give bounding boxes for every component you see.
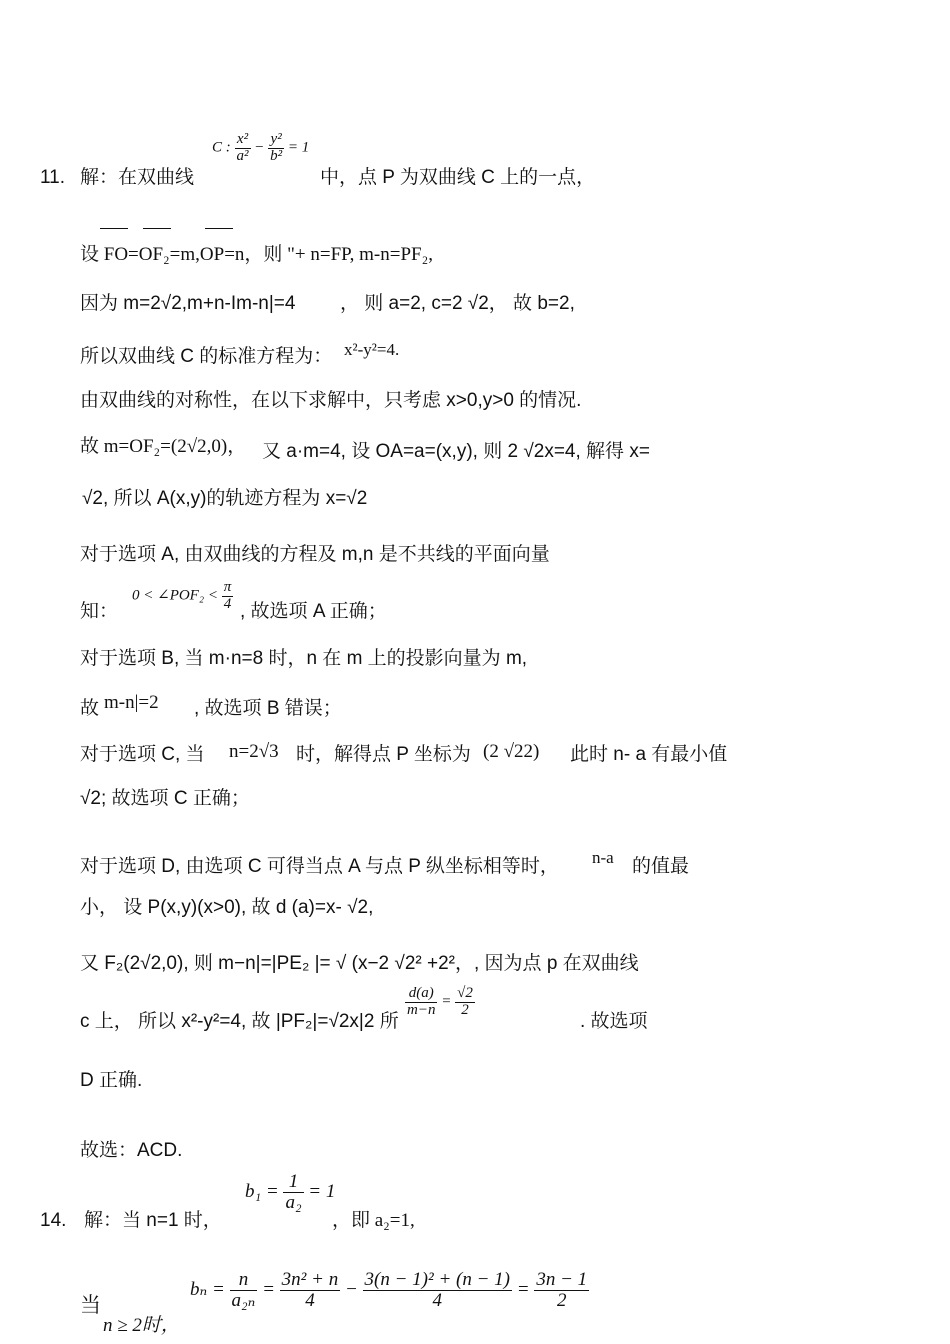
q11-point-p: (2 √22) <box>483 741 540 762</box>
q11-standard-equation: x²-y²=4. <box>344 340 400 359</box>
q14-line-1b: ，即 a₂=1, <box>332 1210 415 1231</box>
equals-sign: = <box>262 1278 275 1300</box>
q11-line-7: √2, 所以 A(x,y)的轨迹方程为 x=√2 <box>82 488 368 509</box>
frac-sum-n <box>280 1270 341 1311</box>
minus-sign: − <box>254 139 265 156</box>
q11-line-14c: 的值最 <box>632 856 690 877</box>
frac-num-root2: √2 <box>457 985 473 1001</box>
bn-formula <box>190 1270 589 1311</box>
q11-line-12e: 此时 n- a 有最小值 <box>570 744 728 765</box>
frac-result <box>534 1270 589 1311</box>
equals-one: = 1 <box>287 139 310 156</box>
angle-range: 0 < ∠POF₂ < <box>132 587 218 604</box>
b1-equation <box>245 1172 335 1213</box>
q11-line-8: 对于选项 A, 由双曲线的方程及 m,n 是不共线的平面向量 <box>80 544 550 565</box>
frac-num-y2: y² <box>268 132 284 149</box>
frac-d-over-mn <box>405 986 437 1019</box>
equals-sign: = <box>441 993 452 1010</box>
frac-den-a2: a₂ <box>285 1191 302 1213</box>
q11-line-18: D 正确. <box>80 1070 143 1091</box>
q11-line-17b: . 故选项 <box>580 1011 648 1032</box>
q11-line-6a: 故 m=OF₂=(2√2,0)， <box>80 436 247 457</box>
q11-line-16: 又 F₂(2√2,0), 则 m−n|=|PE₂ |= √ (x−2 √2² +2²，, 因为点 p 在双曲线 <box>80 953 639 974</box>
frac-root2-2 <box>455 986 475 1019</box>
frac-den-mn: m−n <box>407 1001 436 1018</box>
frac-den-4: 4 <box>305 1289 315 1311</box>
frac-n-a2n <box>230 1270 258 1311</box>
frac-num-sum-n-1: 3(n − 1)² + (n − 1) <box>364 1269 510 1290</box>
q11-line-12b: n=2√3 <box>229 741 279 762</box>
vector-bar <box>205 228 233 229</box>
q11-line-11b: m-n|=2 <box>104 692 159 713</box>
hyperbola-equation <box>212 132 309 165</box>
frac-den-2: 2 <box>556 1289 567 1311</box>
frac-x2-a2 <box>235 132 251 165</box>
q11-line-12a: 对于选项 C, 当 <box>80 744 205 765</box>
q11-line-5: 由双曲线的对称性，在以下求解中，只考虑 x>0,y>0 的情况. <box>80 390 582 411</box>
q14-line-1a: 解：当 n=1 时， <box>84 1210 222 1231</box>
question-number-14: 14. <box>40 1210 67 1231</box>
frac-y2-b2 <box>268 132 284 165</box>
frac-den-a2n: a₂ₙ <box>231 1289 256 1311</box>
q14-condition: n ≥ 2时， <box>103 1315 180 1336</box>
q11-line-6b: 又 a·m=4, 设 OA=a=(x,y), 则 2 √2x=4, 解得 x= <box>262 441 650 462</box>
q11-intro: 解：在双曲线 <box>80 167 195 188</box>
minus-sign: − <box>344 1278 358 1300</box>
frac-pi-4 <box>222 580 234 613</box>
distance-fraction <box>405 986 475 1019</box>
equals-one: = 1 <box>308 1180 336 1202</box>
q11-line-17a: c 上， 所以 x²-y²=4, 故 |PF₂|=√2x|2 所 <box>80 1011 399 1032</box>
frac-sum-n-1 <box>363 1270 512 1311</box>
q11-line-12c: 时，解得点 P 坐标为 <box>296 744 471 765</box>
q11-line-14b: n-a <box>592 848 614 867</box>
q11-intro-tail: 中，点 P 为双曲线 C 上的一点， <box>320 167 596 188</box>
vector-bar <box>100 228 128 229</box>
q11-line-11c: , 故选项 B 错误； <box>194 698 342 719</box>
frac-num-1: 1 <box>283 1172 303 1193</box>
frac-den-b2: b² <box>270 147 283 164</box>
q11-line-2: 设 FO=OF₂=m,OP=n，则 "+ n=FP, m-n=PF₂, <box>80 244 433 265</box>
frac-num-n: n <box>230 1270 258 1291</box>
frac-num-sum-n: 3n² + n <box>281 1269 339 1290</box>
equals-sign: = <box>516 1278 530 1300</box>
angle-inequality <box>132 580 233 613</box>
frac-num-result: 3n − 1 <box>536 1269 588 1290</box>
vector-bar <box>143 228 171 229</box>
q11-line-14a: 对于选项 D, 由选项 C 可得当点 A 与点 P 纵坐标相等时， <box>80 856 559 877</box>
q14-line-2a: 当 <box>80 1294 101 1317</box>
b1-lhs: b₁ = <box>245 1180 279 1202</box>
bn-lhs: bₙ = <box>190 1278 225 1300</box>
q11-line-4a: 所以双曲线 C 的标准方程为： <box>80 346 333 367</box>
q11-line-9b: , 故选项 A 正确； <box>240 601 387 622</box>
frac-num-x2: x² <box>235 132 251 149</box>
frac-den-2: 2 <box>461 1001 469 1018</box>
q11-line-3a: 因为 m=2√2,m+n-Im-n|=4 <box>80 293 296 314</box>
frac-den-4: 4 <box>223 595 232 612</box>
frac-den-a2: a² <box>236 147 249 164</box>
q11-line-13: √2; 故选项 C 正确； <box>80 788 250 809</box>
q11-line-11a: 故 <box>80 698 100 719</box>
q11-line-3b: ， 则 a=2, c=2 √2， 故 b=2, <box>340 293 575 314</box>
frac-num-pi: π <box>223 579 232 595</box>
q11-answer: 故选：ACD. <box>80 1140 183 1161</box>
question-number-11: 11. <box>40 167 66 188</box>
q11-line-10: 对于选项 B, 当 m·n=8 时，n 在 m 上的投影向量为 m, <box>80 648 528 669</box>
frac-num-d: d(a) <box>405 986 437 1003</box>
q11-line-15: 小， 设 P(x,y)(x>0), 故 d (a)=x- √2, <box>80 897 374 918</box>
frac-1-a2 <box>283 1172 303 1213</box>
q11-line-9a: 知： <box>80 601 119 622</box>
curve-lhs: C : <box>212 139 231 156</box>
frac-den-4: 4 <box>432 1289 443 1311</box>
